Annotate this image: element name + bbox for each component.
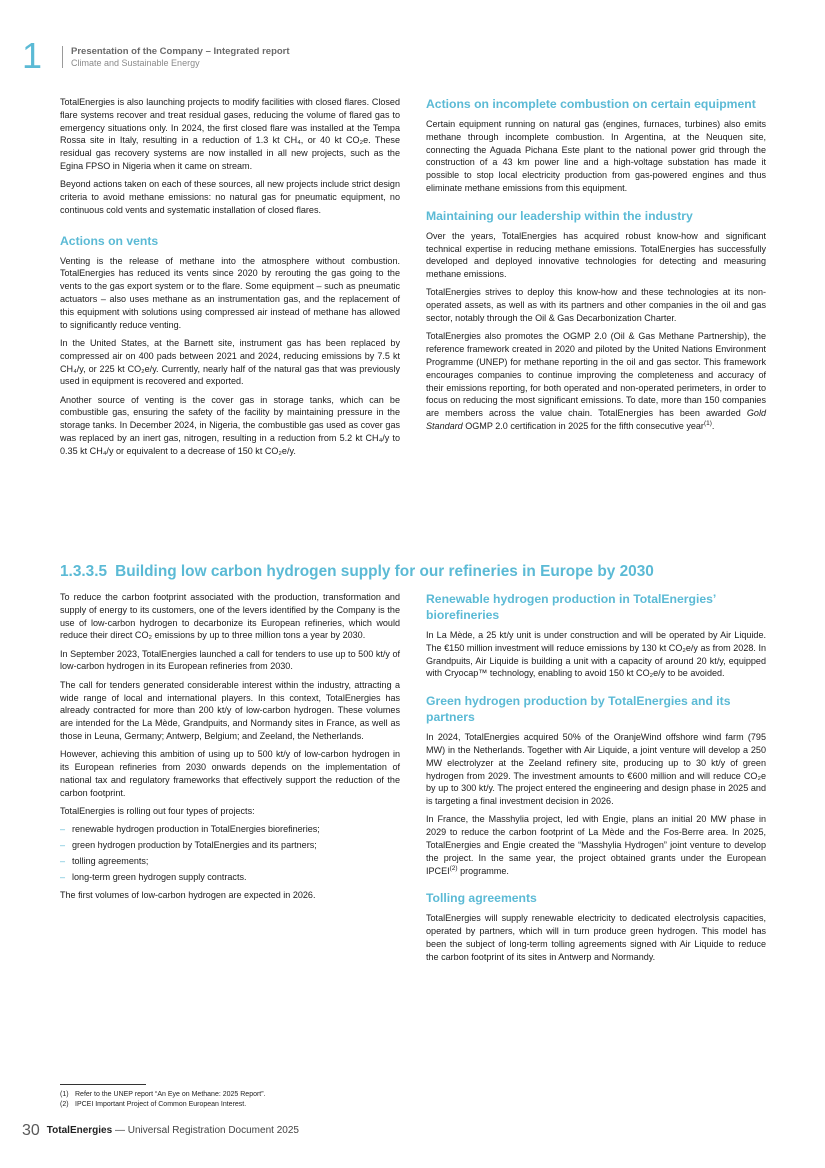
heading-incomplete-combustion: Actions on incomplete combustion on certain equipment [426, 97, 756, 111]
heading-green-hydrogen: Green hydrogen production by TotalEnergies and its partners [426, 694, 731, 725]
heading-actions-on-vents: Actions on vents [60, 233, 159, 248]
paragraph: The call for tenders generated considerable interest within the industry, attracting a wide range of local and international players. In this context, TotalEnergies has already contracted for more than 200 kt/y of low-carbon hydrogen. These volumes are intended for the La Mède, Grandpuits, and Normandy sites in France, as well as those in Leuna, Germany; Antwerp, Belgium; and Zeeland, the Netherlands. [60, 679, 400, 741]
paragraph: TotalEnergies is also launching projects to modify facilities with closed flares. Closed flare systems recover and treat residual gases, reducing the volume of flared gas to emergency situations only. In 2024, the first closed flare was installed at the Tempa Rossa site in Italy, resulting in a reduction of 1.3 kt CH₄, or 40 kt CO₂e. These residual gas recovery systems are now installed in all new projects, such as the Egina FPSO in Nigeria when it came on stream. [60, 97, 400, 171]
paragraph: The first volumes of low-carbon hydrogen are expected in 2026. [60, 889, 316, 900]
paragraph: TotalEnergies also promotes the OGMP 2.0 (Oil & Gas Methane Partnership), the reference framework created in 2020 and piloted by the United Nations Environment Programme (UNEP) for methane reporting in the oil and gas sector. This framework encourages companies to continue improving the completeness and accuracy of their emissions reporting, for both operated and non-operated perimeters, in order to focus on reducing the most significant emissions. To date, more than 150 companies are members across the value chain. TotalEnergies has been awarded Gold Standard OGMP 2.0 certification in 2025 for the fifth consecutive year$^{(1)}$. [426, 331, 766, 431]
header-subtitle: Climate and Sustainable Energy [71, 58, 200, 68]
footer-brand: TotalEnergies [46, 1125, 113, 1136]
paragraph: Beyond actions taken on each of these sources, all new projects include strict design criteria to avoid methane emissions: no natural gas for pneumatic equipment, no continuous cold vents and systematic installation of closed flares. [60, 179, 400, 215]
right-column-bottom [426, 591, 766, 969]
section-title [60, 563, 654, 581]
page-footer [22, 1122, 299, 1140]
chapter-number: 1 [22, 35, 43, 76]
paragraph: In France, the Masshylia project, led with Engie, plans an initial 20 MW phase in 2029 to reduce the carbon footprint of La Mède and the Fos-Berre area. In 2025, TotalEnergies and Engie created the “Masshylia Hydrogen” joint venture to develop the project. In the same year, the project obtained grants under the European IPCEI$^{(2)}$ programme. [426, 814, 766, 876]
project-types-list [60, 823, 400, 883]
right-column-top [426, 96, 766, 438]
paragraph: To reduce the carbon footprint associated with the production, transformation and supply of energy to its customers, one of the levers identified by the Company is the use of low-carbon hydrogen to decarbonize its European refineries, which would reduce their direct CO₂ emissions by up to three million tons a year by 2030. [60, 592, 400, 641]
heading-renewable-hydrogen: Renewable hydrogen production in TotalEnergies’ biorefineries [426, 592, 716, 622]
footnote-ref-2: (2) [449, 864, 458, 872]
paragraph: Another source of venting is the cover gas in storage tanks, which can be combustible gas, ensuring the safety of the facility by maintaining pressure in the storage tanks. In December 2024, in Nigeria, the combustible gas used as cover gas was replaced by an inert gas, nitrogen, resulting in a reduction from 5.2 kt CH₄/y to 0.35 kt CH₄/y or equivalent to a decrease of 150 kt CO₂e/y. [60, 394, 400, 456]
paragraph: In La Mède, a 25 kt/y unit is under construction and will be operated by Air Liquide. The €150 million investment will reduce emissions by 130 kt CO₂e/y as from 2028. In Grandpuits, Air Liquide is building a unit with a capacity of around 20 kt/y, equipped with Cryocap™ technology, enabling to avoid 150 kt CO₂e/y to be avoided. [426, 630, 766, 679]
list-item: – green hydrogen production by TotalEnergies and its partners; [60, 839, 400, 852]
footnote-1: (1) Refer to the UNEP report “An Eye on Methane: 2025 Report”. [60, 1091, 266, 1098]
list-item: – renewable hydrogen production in TotalEnergies biorefineries; [60, 823, 400, 836]
header-title: Presentation of the Company – Integrated report [71, 46, 290, 57]
paragraph: TotalEnergies strives to deploy this know-how and these technologies at its non-operated assets, as well as with its partners and other companies in the oil and gas sector, notably through the Oil & Gas Decarbonization Charter. [426, 287, 766, 324]
page-number: 30 [22, 1122, 40, 1139]
paragraph: However, achieving this ambition of using up to 500 kt/y of low-carbon hydrogen in its European refineries from 2030 onwards depends on the implementation of national tax and regulatory frameworks that effectively support the reduction of the carbon footprint. [60, 749, 400, 798]
paragraph: In 2024, TotalEnergies acquired 50% of the OranjeWind offshore wind farm (795 MW) in the Netherlands. Together with Air Liquide, a joint venture will develop a 250 MW electrolyzer at the Zeeland refinery site, producing up to 30 kt/y of green hydrogen from 2029. The investment amounts to €600 million and will reduce CO₂e by up to 300 kt/y. The project entered the engineering and design phase in 2025 and is targeting a final investment decision in 2026. [426, 732, 766, 807]
paragraph: Over the years, TotalEnergies has acquired robust know-how and significant technical expertise in reducing methane emissions. TotalEnergies has successfully developed and deployed innovative technologies for detecting and measuring methane emissions. [426, 230, 766, 280]
section-title-text: Building low carbon hydrogen supply for our refineries in Europe by 2030 [115, 563, 654, 580]
footnotes [60, 1090, 266, 1109]
footnote-2: (2) IPCEI Important Project of Common European Interest. [60, 1100, 247, 1108]
footer-doc-title: — Universal Registration Document 2025 [112, 1125, 299, 1136]
list-item: – long-term green hydrogen supply contracts. [60, 871, 400, 884]
paragraph: Certain equipment running on natural gas (engines, furnaces, turbines) also emits methane through incomplete combustion. In Argentina, at the Neuquen site, connecting the Aguada Pichana Este plant to the national power grid through the construction of a 43 km power line and a high-voltage substation has made it possible to stop local electricity production from gas-powered engines and thus eliminate methane emissions from this equipment. [426, 119, 766, 193]
heading-tolling-agreements: Tolling agreements [426, 891, 537, 906]
left-column-top [60, 96, 400, 463]
footnote-rule [60, 1084, 146, 1085]
footnote-ref-1: (1) [703, 419, 712, 427]
paragraph: Venting is the release of methane into the atmosphere without combustion. TotalEnergies has reduced its vents since 2020 by rerouting the gas going to the vents to the gas export system or to the flare. Some equipment – such as pneumatic actuators – also uses methane as an instrumentation gas, and the replacement of this equipment with solutions using compressed air instead of methane has allowed to significantly reduce venting. [60, 255, 400, 330]
paragraph: In September 2023, TotalEnergies launched a call for tenders to use up to 500 kt/y of low-carbon hydrogen in its European refineries from 2030. [60, 648, 400, 672]
heading-leadership: Maintaining our leadership within the industry [426, 208, 693, 223]
header-divider [62, 46, 63, 68]
list-item: – tolling agreements; [60, 855, 400, 868]
paragraph: TotalEnergies will supply renewable electricity to dedicated electrolysis capacities, operated by partners, which will in turn produce green hydrogen. This model has been the subject of long-term tolling agreements signed with Air Liquide to reduce the carbon footprint of its sites in Antwerp and Normandy. [426, 913, 766, 962]
section-number: 1.3.3.5 [60, 563, 108, 580]
left-column-bottom [60, 591, 400, 907]
paragraph: TotalEnergies is rolling out four types of projects: [60, 805, 255, 816]
paragraph: In the United States, at the Barnett site, instrument gas has been replaced by compressed air on 400 pads between 2021 and 2024, reducing emissions by 7.5 kt CH₄/y, or 225 kt CO₂e/y. Currently, nearly half of the natural gas that was previously used in equipment is recovered and exported. [60, 337, 400, 387]
gold-standard-text: Gold Standard [426, 408, 766, 431]
